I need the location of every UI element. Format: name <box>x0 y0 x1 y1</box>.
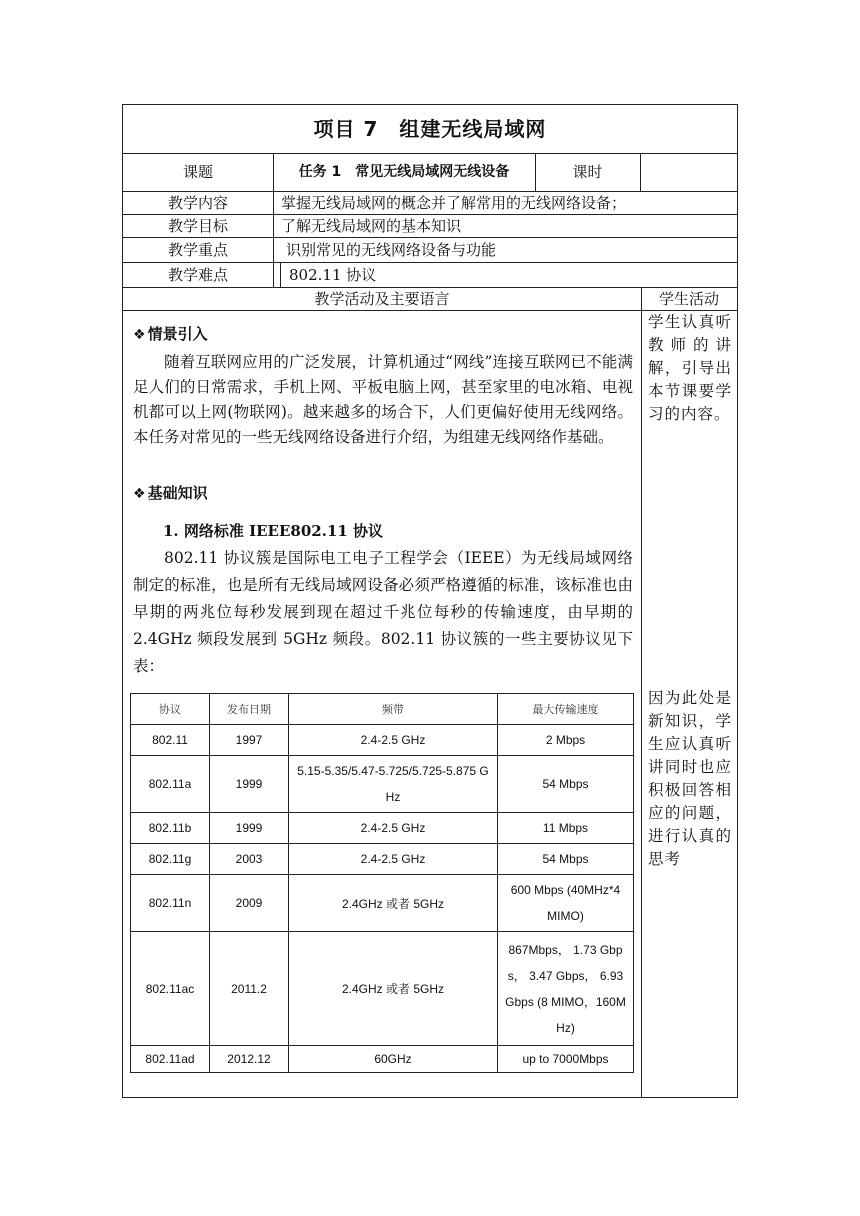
table-row <box>131 844 634 875</box>
table-row <box>131 756 634 813</box>
sub-heading: 1. 网络标准 IEEE802.11 协议 <box>163 522 384 540</box>
info-value-difficulty: 802.11 协议 <box>289 266 377 284</box>
info-label-difficulty: 教学难点 <box>167 266 228 284</box>
hours-label: 课时 <box>572 163 603 181</box>
basics-paragraph: 802.11 协议簇是国际电工电子工程学会（IEEE）为无线局域网络制定的标准，也是所有无线局域网设备必须严格遵循的标准，该标准也由早期的两兆位每秒发展到现在超过千兆位每秒的传输速度，由早期的 2.4GHz 频段发展到 5GHz 频段。802.11 协议簇的一些主要协议见下表： <box>133 549 633 675</box>
divider <box>280 263 281 287</box>
intro-paragraph: 随着互联网应用的广泛发展，计算机通过“网线”连接互联网已不能满足人们的日常需求，手机上网、平板电脑上网，甚至家里的电冰箱、电视机都可以上网(物联网)。越来越多的场合下，人们更偏好使用无线网络。本任务对常见的一些无线网络设备进行介绍，为组建无线网络作基础。 <box>133 353 633 446</box>
cell-date: 1999 <box>210 756 289 813</box>
cell-band: 2.4-2.5 GHz <box>289 844 498 875</box>
cell-protocol: 802.11b <box>131 813 210 844</box>
cell-band: 2.4-2.5 GHz <box>289 725 498 756</box>
info-value-content: 掌握无线局域网的概念并了解常用的无线网络设备； <box>281 194 627 212</box>
cell-speed: 2 Mbps <box>498 725 634 756</box>
student-note-intro: 学生认真听教师的讲解，引导出本节课要学习的内容。 <box>648 313 732 423</box>
cell-speed: 867Mbps， 1.73 Gbps， 3.47 Gbps， 6.93 Gbps (8 MIMO，160MHz) <box>498 932 634 1046</box>
intro-heading-text: 情景引入 <box>147 325 208 343</box>
cell-speed: 54 Mbps <box>498 756 634 813</box>
cell-date: 1999 <box>210 813 289 844</box>
cell-band: 60GHz <box>289 1046 498 1073</box>
cell-date: 1997 <box>210 725 289 756</box>
cell-date: 2003 <box>210 844 289 875</box>
cell-date: 2011.2 <box>210 932 289 1046</box>
cell-speed: 54 Mbps <box>498 844 634 875</box>
cell-speed: 11 Mbps <box>498 813 634 844</box>
table-row <box>131 932 634 1046</box>
col-header-band: 频带 <box>289 694 498 725</box>
cell-date: 2009 <box>210 875 289 932</box>
cell-protocol: 802.11ad <box>131 1046 210 1073</box>
lesson-plan-table <box>122 104 738 1098</box>
table-row <box>131 875 634 932</box>
student-column-divider <box>641 287 642 1097</box>
cell-speed: 600 Mbps (40MHz*4 MIMO) <box>498 875 634 932</box>
cell-band: 5.15-5.35/5.47-5.725/5.725-5.875 GHz <box>289 756 498 813</box>
page-title: 项目 7 组建无线局域网 <box>123 105 737 154</box>
basics-heading-text: 基础知识 <box>147 484 208 502</box>
cell-protocol: 802.11ac <box>131 932 210 1046</box>
intro-heading <box>133 323 208 344</box>
cell-speed: up to 7000Mbps <box>498 1046 634 1073</box>
info-label-content: 教学内容 <box>167 194 228 212</box>
info-label-goal: 教学目标 <box>167 217 228 235</box>
student-note-basics: 因为此处是新知识，学生应认真听讲同时也应积极回答相应的问题，进行认真的思考 <box>648 689 732 868</box>
info-label-key: 教学重点 <box>167 241 228 259</box>
cell-date: 2012.12 <box>210 1046 289 1073</box>
divider <box>273 191 274 287</box>
table-row <box>131 1046 634 1073</box>
cell-protocol: 802.11g <box>131 844 210 875</box>
cell-band: 2.4-2.5 GHz <box>289 813 498 844</box>
table-row <box>131 813 634 844</box>
info-value-key: 识别常见的无线网络设备与功能 <box>286 241 497 259</box>
activity-header-main: 教学活动及主要语言 <box>314 290 450 308</box>
info-value-goal: 了解无线局域网的基本知识 <box>281 217 462 235</box>
diamond-bullet-icon: ❖ <box>133 327 146 343</box>
cell-protocol: 802.11a <box>131 756 210 813</box>
protocol-table-header-row <box>131 694 634 725</box>
col-header-protocol: 协议 <box>131 694 210 725</box>
divider <box>123 310 737 311</box>
cell-band: 2.4GHz 或者 5GHz <box>289 875 498 932</box>
topic-label: 课题 <box>182 163 213 181</box>
cell-band: 2.4GHz 或者 5GHz <box>289 932 498 1046</box>
col-header-speed: 最大传输速度 <box>498 694 634 725</box>
cell-protocol: 802.11 <box>131 725 210 756</box>
activity-header-side: 学生活动 <box>658 290 719 308</box>
protocol-table <box>130 693 634 1073</box>
col-header-date: 发布日期 <box>210 694 289 725</box>
topic-value: 任务 1 常见无线局域网无线设备 <box>298 164 510 180</box>
basics-heading <box>133 482 208 503</box>
hours-value <box>640 153 737 191</box>
diamond-bullet-icon: ❖ <box>133 486 146 502</box>
table-row <box>131 725 634 756</box>
cell-protocol: 802.11n <box>131 875 210 932</box>
